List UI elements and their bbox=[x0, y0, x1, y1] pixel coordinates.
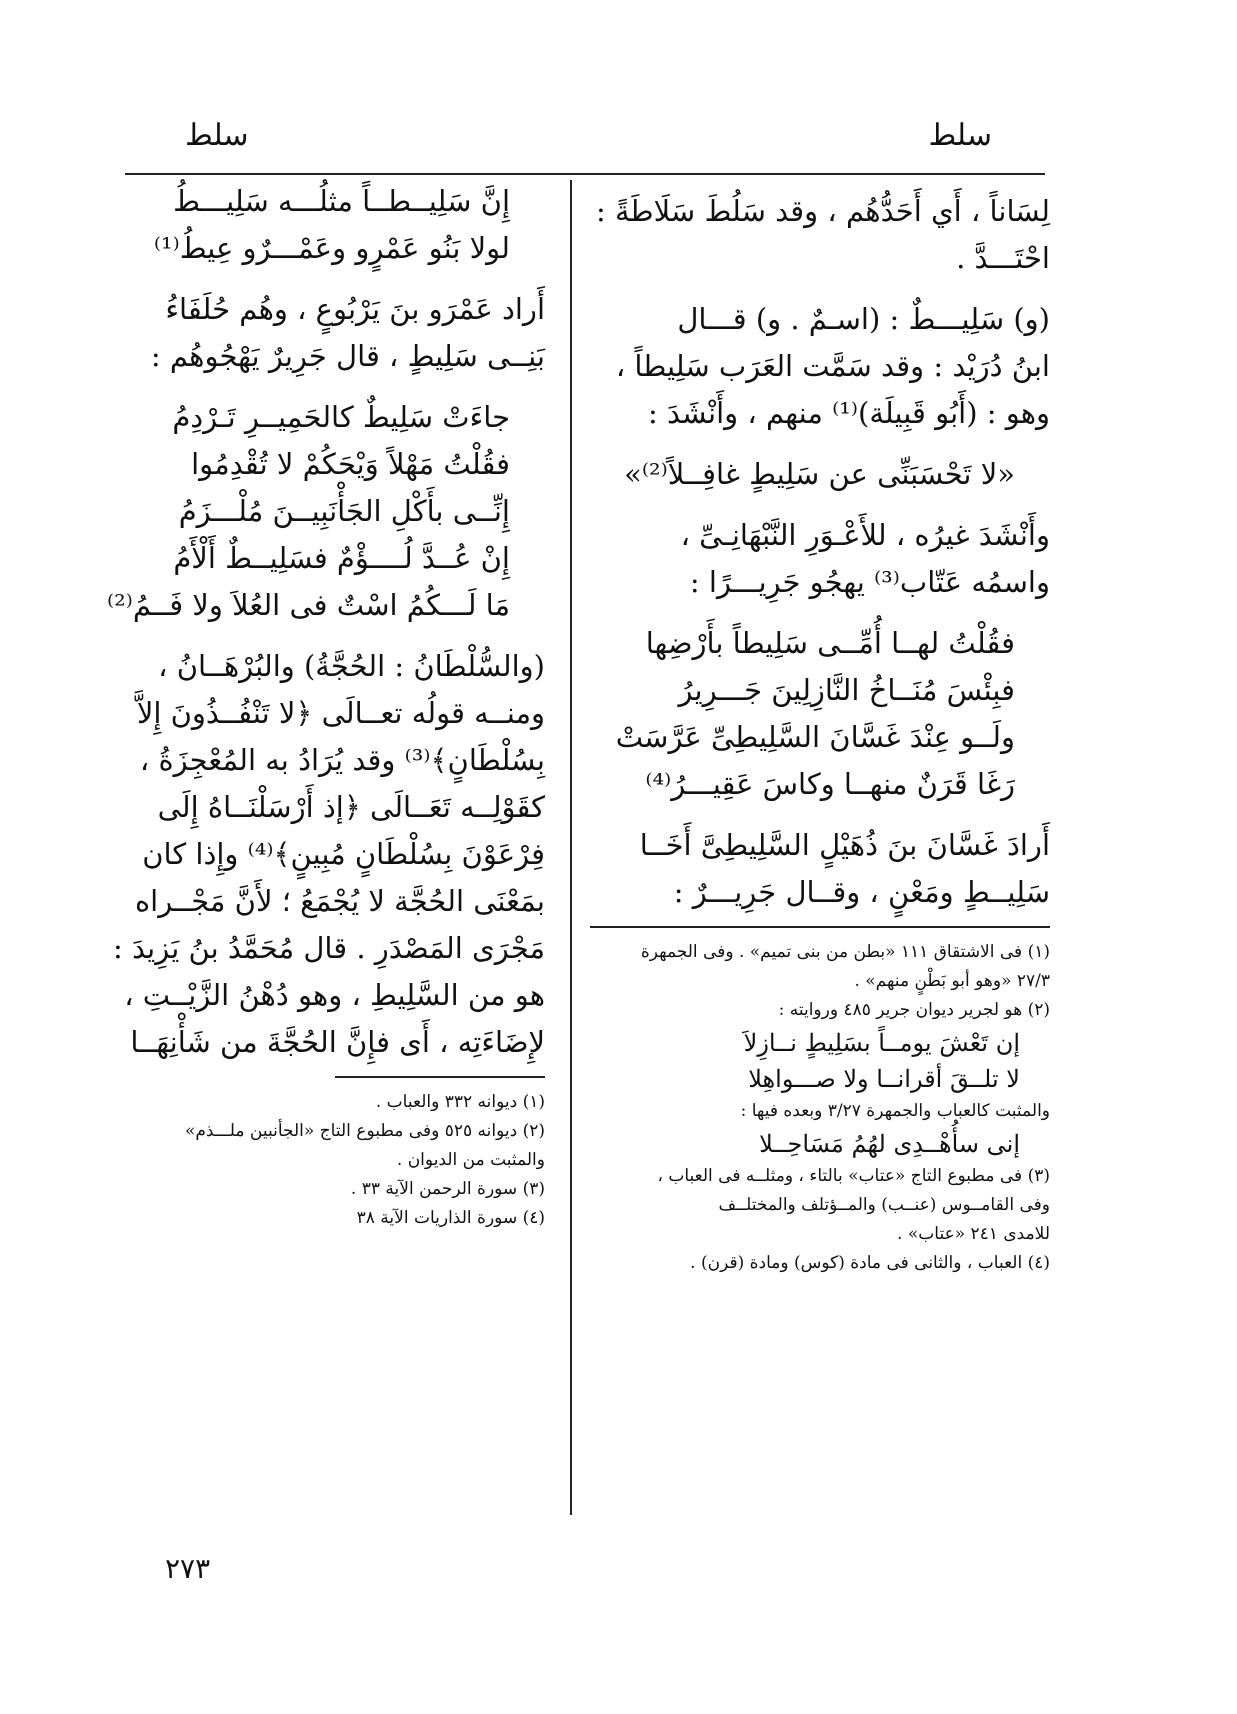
page-number: ٢٧٣ bbox=[165, 1552, 211, 1585]
text-line: أَرادَ غَسَّانَ بنَ ذُهَيْلٍ السَّلِيطِىَّ أَخَــا bbox=[639, 828, 1050, 862]
footnote: والمثبت من الديوان . bbox=[396, 1150, 545, 1170]
right-column bbox=[590, 188, 1050, 1278]
verse-line: إِنْ عُــدَّ لُــــؤْمٌ فسَلِيــطٌ أَلْأَمُ bbox=[173, 541, 510, 575]
footnote: (٣) فى مطبوع التاج «عتاب» بالتاء ، ومثلــه فى العباب ، bbox=[657, 1166, 1050, 1186]
footnote: (٢) هو لجرير ديوان جرير ٤٨٥ وروايته : bbox=[778, 1000, 1050, 1020]
text-line: (والسُّلْطَانُ : الحُجَّةُ) والبُرْهَــانُ ، bbox=[158, 649, 545, 683]
header-rule bbox=[125, 173, 1045, 175]
verse-line: جاءَتْ سَلِيطٌ كالحَمِيــرِ تَـرْدِمُ bbox=[172, 400, 510, 434]
text-line: احْتَـــدَّ . bbox=[956, 241, 1050, 275]
footnote: وفى القامــوس (عنــب) والمــؤتلف والمختلــف bbox=[718, 1195, 1050, 1215]
footnote: (٢) ديوانه ٥٢٥ وفى مطبوع التاج «الجأنبين ملـــذم» bbox=[184, 1121, 545, 1141]
column-divider bbox=[570, 180, 572, 1515]
text-line: هو من السَّلِيطِ ، وهو دُهْنُ الزَّيْــتِ ، bbox=[124, 978, 545, 1012]
text-line: وأَنْشَدَ غيرُه ، للأَعْـوَرِ النَّبْهَانِـىِّ ، bbox=[680, 518, 1050, 552]
footnote-verse: إن تَعْشَ يومــاً بسَلِيطٍ نــازِلاَ bbox=[743, 1029, 1020, 1057]
verse-line: فقُلْتُ لهــا أُمِّــى سَلِيطاً بأَرْضِها bbox=[645, 626, 1015, 660]
footnote: (٤) العباب ، والثانى فى مادة (كوس) ومادة (قرن) . bbox=[690, 1253, 1050, 1273]
footnote-rule bbox=[335, 1076, 545, 1078]
text-line: بَنِــى سَلِيطٍ ، قال جَرِيرٌ يَهْجُوهُم : bbox=[150, 339, 545, 373]
verse-line: رَغَا قَرَنٌ منهــا وكاسَ عَقِيـــرُ⁽⁴⁾ bbox=[645, 767, 1015, 801]
verse-line: فقُلْتُ مَهْلاً وَيْحَكُمْ لا تُقْدِمُوا bbox=[191, 447, 510, 481]
footnote-verse: إنى سأُهْــدِى لهُمُ مَسَاحِــلا bbox=[759, 1130, 1020, 1158]
verse-line: ولَــو عِنْدَ غَسَّانَ السَّلِيطِىِّ عَرَّسَتْ bbox=[615, 720, 1015, 754]
header-entry-word-right: سلط bbox=[928, 118, 992, 153]
footnote: ٢٧/٣ «وهو أبو بَطْنٍ منهم» . bbox=[854, 971, 1050, 991]
text-line: وهو : (أَبُو قَبِيلَة)⁽¹⁾ منهم ، وأَنْشَدَ : bbox=[647, 396, 1050, 430]
footnote: (٣) سورة الرحمن الآية ٣٣ . bbox=[350, 1179, 545, 1199]
text-line: ومنــه قولُه تعــالَى ﴿لا تَنْفُــذُونَ إِلاَّ bbox=[136, 696, 545, 730]
left-column bbox=[107, 178, 545, 1233]
text-line: لإِضَاءَتِه ، أَى فإِنَّ الحُجَّةَ من شَأْنِهَــا bbox=[130, 1025, 545, 1059]
text-line: بمَعْنَى الحُجَّة لا يُجْمَعُ ؛ لأَنَّ مَجْــراه bbox=[134, 884, 545, 918]
text-line: مَجْرَى المَصْدَرِ . قال مُحَمَّدُ بنُ يَزِيدَ : bbox=[112, 931, 545, 965]
text-line: كقَوْلِــه تَعَــالَى ﴿إذ أَرْسَلْنَــاهُ إِلَى bbox=[157, 790, 545, 824]
header-entry-word-left: سلط bbox=[185, 118, 249, 153]
verse-line: إِنِّــى بأَكْلِ الجَأْنَبِيــنَ مُلْـــزَمُ bbox=[178, 494, 510, 528]
text-line: لِسَاناً ، أَي أَحَدُّهُم ، وقد سَلُطَ سَلَاطَةً : bbox=[596, 194, 1050, 228]
text-line: أَراد عَمْرَو بنَ يَرْبُوعٍ ، وهُم حُلَفَاءُ bbox=[165, 292, 545, 326]
verse-line: إِنَّ سَلِيــطــاً مثلُـــه سَلِيـــطُ bbox=[173, 184, 510, 218]
footnote: والمثبت كالعباب والجمهرة ٣/٢٧ وبعده فيها : bbox=[740, 1101, 1050, 1121]
text-line: ابنُ دُرَيْد : وقد سَمَّت العَرَب سَلِيطاً ، bbox=[615, 349, 1050, 383]
text-line: (و) سَلِيـــطٌ : (اسـمٌ . و) قـــال bbox=[677, 302, 1050, 336]
verse-line: «لا تَحْسَبَنِّى عن سَلِيطٍ غافِــلاً⁽²⁾» bbox=[624, 457, 1015, 491]
text-line: بِسُلْطَانٍ﴾⁽³⁾ وقد يُرَادُ به المُعْجِزَةُ ، bbox=[139, 743, 545, 777]
text-line: سَلِيــطٍ ومَعْنٍ ، وقــال جَرِيـــرٌ : bbox=[673, 875, 1050, 909]
footnote-verse: لا تلــقَ أقرانــا ولا صـــواهِلا bbox=[748, 1065, 1020, 1093]
verse-line: فبِئْسَ مُنَــاخُ النَّازِلِينَ جَـــرِيرُ bbox=[678, 673, 1015, 707]
footnote: (١) ديوانه ٣٣٢ والعباب . bbox=[375, 1092, 545, 1112]
footnote: للامدى ٢٤١ «عتاب» . bbox=[897, 1224, 1050, 1244]
text-line: فِرْعَوْنَ بِسُلْطَانٍ مُبِينٍ﴾⁽⁴⁾ وإِذا كان bbox=[142, 837, 545, 871]
verse-line: لولا بَنُو عَمْرٍو وعَمْـــرٌو عِيطُ⁽¹⁾ bbox=[153, 231, 510, 265]
footnote: (١) فى الاشتقاق ١١١ «بطن من بنى تميم» . وفى الجمهرة bbox=[640, 942, 1050, 962]
footnote: (٤) سورة الذاريات الآية ٣٨ bbox=[356, 1208, 545, 1228]
footnote-rule bbox=[590, 926, 1050, 928]
text-line: واسمُه عَتّاب⁽³⁾ يهجُو جَرِيـــرًا : bbox=[689, 565, 1050, 599]
verse-line: مَا لَـــكُمُ اسْتٌ فى العُلاَ ولا فَــمُ⁽²⁾ bbox=[107, 588, 510, 622]
